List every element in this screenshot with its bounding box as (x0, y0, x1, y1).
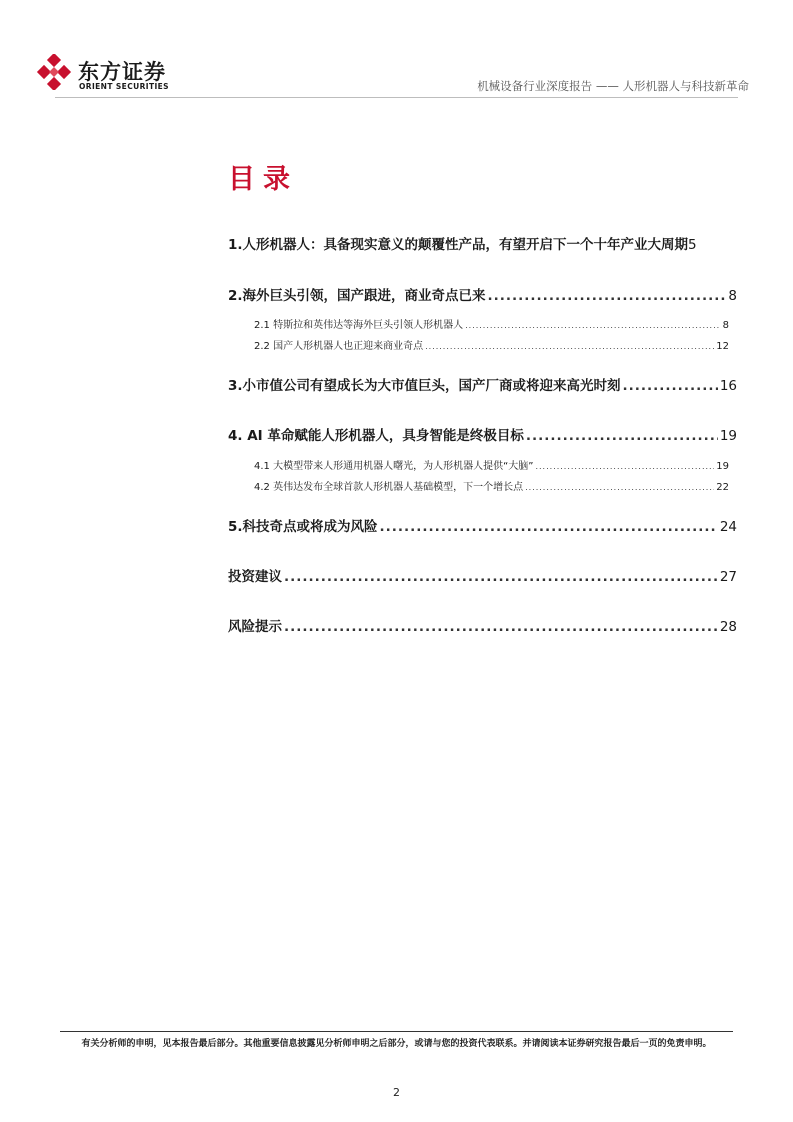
toc-entry-page: 27 (719, 569, 737, 585)
toc-entry-page: 19 (719, 428, 737, 444)
toc-entry-label: 4.2 英伟达发布全球首款人形机器人基础模型，下一个增长点 (254, 482, 524, 493)
toc-entry-label: 1.人形机器人：具备现实意义的颠覆性产品，有望开启下一个十年产业大周期 (228, 237, 689, 253)
toc-entry-label: 2.1 特斯拉和英伟达等海外巨头引领人形机器人 (254, 320, 464, 331)
toc-entry[interactable] (228, 565, 737, 585)
toc-leader-dots (465, 321, 721, 330)
toc-leader-dots (488, 288, 727, 304)
toc-entry-page: 24 (719, 519, 737, 535)
page-number: 2 (393, 1086, 400, 1099)
toc-entry-label: 4. AI 革命赋能人形机器人，具身智能是终极目标 (228, 428, 524, 444)
toc-entry-label: 2.2 国产人形机器人也正迎来商业奇点 (254, 341, 424, 352)
toc-entry[interactable] (228, 284, 737, 304)
toc-leader-dots (623, 378, 718, 394)
toc-subentry[interactable] (254, 457, 729, 472)
toc-entry-page: 16 (719, 378, 737, 394)
toc-subentry[interactable] (254, 478, 729, 493)
toc-entry-label: 5.科技奇点或将成为风险 (228, 519, 378, 535)
toc-subentry[interactable] (254, 337, 729, 352)
toc-leader-dots (380, 519, 718, 535)
toc-leader-dots (284, 569, 718, 585)
toc-entry-page: 12 (716, 341, 729, 352)
toc-leader-dots (525, 483, 714, 492)
toc-subentry[interactable] (254, 316, 729, 331)
toc-leader-dots (425, 342, 714, 351)
toc-entry[interactable] (228, 615, 737, 635)
toc-entry-label: 3.小市值公司有望成长为大市值巨头，国产厂商或将迎来高光时刻 (228, 378, 621, 394)
footer-disclaimer: 有关分析师的申明，见本报告最后部分。其他重要信息披露见分析师申明之后部分，或请与您的投资代表联系。并请阅读本证券研究报告最后一页的免责申明。 (81, 1039, 712, 1049)
toc-entry-label: 风险提示 (228, 619, 282, 635)
footer-divider (60, 1031, 733, 1032)
orient-diamond-logo-icon (36, 54, 72, 90)
toc-entry-label: 投资建议 (228, 569, 282, 585)
toc-entry[interactable] (228, 374, 737, 394)
toc-entry-page: 5 (688, 237, 697, 253)
toc-entry[interactable] (228, 424, 737, 444)
toc-entry-page: 8 (728, 288, 737, 304)
toc-leader-dots (284, 619, 718, 635)
toc-heading: 目录 (228, 164, 298, 195)
report-header-title: 机械设备行业深度报告 —— 人形机器人与科技新革命 (477, 79, 749, 93)
toc-entry-page: 28 (719, 619, 737, 635)
toc-entry-page: 19 (716, 461, 729, 472)
toc-entry[interactable] (228, 515, 737, 535)
toc-leader-dots (535, 462, 714, 471)
toc-entry-page: 22 (716, 482, 729, 493)
toc-entry-page: 8 (722, 320, 729, 331)
toc-entry-label: 2.海外巨头引领，国产跟进，商业奇点已来 (228, 288, 486, 304)
brand-name-cn: 东方证券 (78, 60, 166, 84)
brand-name-en: ORIENT SECURITIES (79, 82, 169, 91)
toc-leader-dots (526, 428, 718, 444)
toc-entry-label: 4.1 大模型带来人形通用机器人曙光，为人形机器人提供“大脑” (254, 461, 534, 472)
header-divider (55, 97, 738, 98)
toc-entry[interactable] (228, 233, 737, 253)
